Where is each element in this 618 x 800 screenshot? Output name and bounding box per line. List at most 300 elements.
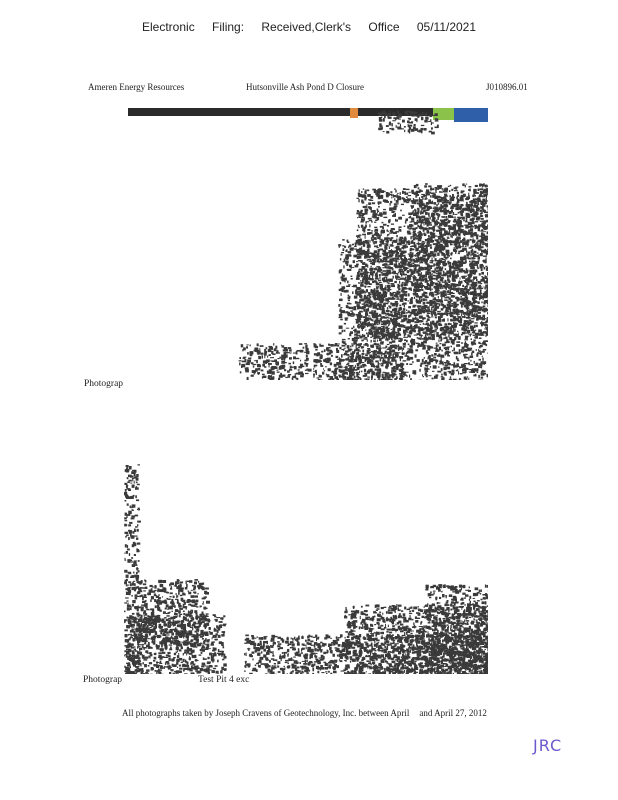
- photo-speckle: [395, 254, 397, 257]
- photo-speckle: [304, 362, 306, 364]
- photo-speckle: [446, 210, 449, 212]
- photo-speckle: [418, 301, 421, 304]
- photo-speckle: [412, 263, 414, 265]
- photo-speckle: [432, 193, 435, 195]
- photo-speckle: [431, 354, 433, 356]
- photo-speckle: [459, 314, 461, 315]
- photo-speckle: [340, 311, 342, 314]
- photo-speckle: [247, 377, 248, 380]
- photo-speckle: [243, 347, 246, 350]
- photo-speckle: [274, 359, 277, 362]
- photo-speckle: [289, 357, 292, 359]
- photo-speckle: [466, 291, 468, 293]
- photo-speckle: [374, 280, 377, 282]
- photo-speckle: [459, 283, 461, 286]
- photo-speckle: [133, 581, 135, 582]
- photo-speckle: [408, 266, 410, 267]
- photo-speckle: [345, 351, 349, 353]
- photo-speckle: [423, 298, 425, 301]
- photo-speckle: [327, 359, 329, 360]
- photo-speckle: [339, 347, 341, 349]
- photo-speckle: [392, 377, 394, 379]
- photo-speckle: [402, 348, 404, 350]
- photo-speckle: [381, 288, 384, 291]
- photo-speckle: [382, 377, 386, 379]
- photo-speckle: [472, 368, 475, 371]
- photo-speckle: [461, 246, 464, 247]
- photo-speckle: [451, 236, 452, 237]
- photo-speckle: [453, 379, 457, 380]
- photo-speckle: [341, 280, 344, 281]
- photo-speckle: [429, 324, 432, 326]
- photo-speckle: [403, 293, 405, 294]
- photo-speckle: [463, 367, 464, 368]
- photo-speckle: [486, 197, 487, 199]
- photo-speckle: [426, 191, 429, 193]
- photo-speckle: [462, 300, 464, 302]
- photo-speckle: [353, 255, 357, 258]
- photo-speckle: [136, 486, 138, 489]
- photo-speckle: [126, 575, 129, 578]
- photo-speckle: [381, 243, 384, 244]
- photo-speckle: [446, 293, 447, 296]
- photo-speckle: [376, 308, 379, 310]
- photo-speckle: [356, 287, 359, 290]
- photo-speckle: [481, 279, 483, 281]
- photo-speckle: [425, 372, 428, 375]
- photo-speckle: [386, 277, 387, 281]
- photo-speckle: [380, 333, 383, 335]
- photo-speckle: [367, 249, 369, 251]
- photo-speckle: [359, 307, 362, 309]
- photo-speckle: [434, 225, 437, 226]
- photo-speckle: [470, 228, 473, 231]
- photo-speckle: [315, 349, 317, 351]
- photo-speckle: [479, 297, 480, 300]
- photo-speckle: [358, 347, 360, 348]
- photo-speckle: [479, 236, 481, 237]
- photo-speckle: [436, 344, 439, 346]
- photo-speckle: [484, 231, 485, 232]
- photo-speckle: [344, 353, 346, 354]
- photo-speckle: [370, 337, 372, 338]
- photo-speckle: [430, 321, 431, 323]
- filing-stamp: [142, 20, 482, 34]
- photo-speckle: [407, 348, 410, 349]
- photo-speckle: [471, 200, 475, 204]
- photo-speckle: [444, 229, 446, 230]
- photo-speckle: [466, 204, 470, 207]
- photo-speckle: [264, 349, 266, 352]
- photo-speckle: [445, 205, 448, 208]
- photo-speckle: [394, 189, 396, 190]
- photo-speckle: [365, 330, 366, 331]
- photo-speckle: [486, 344, 488, 346]
- photo-speckle: [443, 208, 446, 209]
- photo-speckle: [432, 258, 433, 260]
- photo-speckle: [411, 116, 413, 117]
- photo-speckle: [463, 220, 465, 221]
- photo-speckle: [469, 186, 472, 187]
- photo-speckle: [428, 375, 431, 376]
- photo-speckle: [430, 331, 431, 334]
- filing-word-electronic: Electronic: [142, 20, 195, 34]
- photo-speckle: [447, 277, 448, 279]
- photo-speckle: [391, 194, 393, 197]
- photo-speckle: [344, 323, 346, 325]
- photo-speckle: [366, 243, 370, 244]
- photo-speckle: [406, 189, 410, 190]
- photo-speckle: [408, 242, 410, 245]
- photo-speckle: [350, 361, 354, 362]
- photo-speckle: [418, 338, 420, 339]
- photo-speckle: [343, 359, 346, 361]
- photo-speckle: [345, 372, 347, 375]
- photo-speckle: [285, 377, 287, 378]
- photo-speckle: [395, 190, 396, 193]
- photo-speckle: [462, 316, 466, 318]
- photo-speckle: [442, 267, 443, 270]
- photo-speckle: [404, 226, 406, 227]
- photo-speckle: [431, 127, 433, 129]
- photo-speckle: [402, 352, 405, 354]
- photo-speckle: [430, 244, 432, 246]
- photo-speckle: [457, 360, 459, 362]
- photo-speckle: [364, 302, 365, 304]
- photo-speckle: [381, 321, 384, 323]
- photo-speckle: [130, 608, 132, 610]
- photo-speckle: [367, 298, 370, 301]
- photo-speckle: [369, 318, 371, 320]
- photo-speckle: [487, 312, 488, 314]
- photo-speckle: [434, 348, 437, 349]
- photo-speckle: [439, 225, 440, 226]
- photo-speckle: [383, 209, 386, 210]
- photo-speckle: [339, 360, 342, 362]
- photo-speckle: [362, 234, 366, 236]
- photo-speckle: [421, 125, 424, 126]
- photo-speckle: [426, 218, 429, 220]
- photo-speckle: [364, 295, 366, 297]
- photo-speckle: [341, 252, 344, 253]
- photo-speckle: [345, 366, 348, 369]
- photo-speckle: [482, 207, 483, 209]
- photo-speckle: [479, 359, 482, 361]
- photo-speckle: [432, 330, 435, 333]
- photo-speckle: [298, 372, 301, 375]
- photo-speckle: [417, 212, 419, 215]
- photo-speckle: [440, 228, 443, 229]
- photo-speckle: [465, 276, 467, 277]
- photo1-orange-accent: [350, 108, 358, 118]
- photo-speckle: [409, 312, 411, 314]
- photo-speckle: [361, 346, 364, 348]
- photo-speckle: [484, 362, 485, 365]
- photo-speckle: [485, 309, 487, 312]
- photo-speckle: [440, 315, 442, 318]
- photo-speckle: [390, 201, 392, 203]
- photo-speckle: [440, 206, 442, 208]
- photo-speckle: [409, 375, 410, 378]
- photo-speckle: [348, 247, 349, 248]
- photo-speckle: [350, 247, 354, 249]
- photo-speckle: [125, 532, 129, 534]
- photo-speckle: [468, 274, 470, 276]
- photo-speckle: [137, 521, 141, 523]
- photo-speckle: [374, 268, 378, 270]
- photo-speckle: [355, 301, 358, 304]
- photo-speckle: [435, 329, 438, 330]
- photo-speckle: [453, 261, 456, 262]
- photo-speckle: [412, 252, 414, 255]
- photo-speckle: [420, 324, 422, 325]
- photo-speckle: [431, 270, 435, 272]
- photo-speckle: [426, 323, 429, 326]
- photo-speckle: [452, 279, 456, 282]
- photo-speckle: [459, 352, 461, 355]
- photo-speckle: [402, 269, 403, 272]
- photo-speckle: [347, 377, 349, 380]
- photo-speckle: [385, 111, 386, 114]
- photo-speckle: [472, 226, 474, 227]
- photo-speckle: [357, 272, 359, 275]
- photo-speckle: [430, 339, 433, 340]
- photo-speckle: [389, 323, 390, 325]
- photo-speckle: [434, 308, 438, 311]
- photo-speckle: [423, 341, 427, 344]
- photo-speckle: [420, 224, 422, 226]
- photo-speckle: [459, 366, 461, 368]
- photo-speckle: [486, 332, 488, 335]
- photo-speckle: [445, 352, 449, 355]
- photo-speckle: [455, 318, 457, 319]
- photo-speckle: [401, 311, 403, 314]
- photo-speckle: [386, 300, 388, 302]
- photo-speckle: [348, 251, 351, 253]
- photo-speckle: [269, 365, 270, 368]
- photo-speckle: [425, 234, 427, 235]
- photo-speckle: [297, 350, 301, 352]
- photo-speckle: [473, 283, 477, 286]
- photo-speckle: [479, 347, 481, 348]
- photo-speckle: [427, 352, 429, 354]
- photo-speckle: [472, 253, 474, 255]
- photo-speckle: [393, 194, 394, 197]
- photo-speckle: [396, 235, 398, 237]
- photo-speckle: [482, 374, 483, 376]
- photo-speckle: [388, 282, 390, 284]
- photo-speckle: [421, 363, 424, 365]
- photo-speckle: [461, 342, 463, 343]
- photo-speckle: [442, 261, 446, 263]
- photo-speckle: [348, 365, 352, 367]
- photo-speckle: [458, 224, 462, 226]
- photo-speckle: [422, 348, 426, 350]
- photo-speckle: [247, 361, 249, 364]
- photo-speckle: [343, 265, 344, 268]
- photo-speckle: [136, 567, 138, 570]
- photo-speckle: [343, 375, 344, 378]
- photo-speckle: [398, 338, 401, 340]
- photo-speckle: [368, 218, 372, 220]
- photo-speckle: [402, 350, 403, 352]
- photo-speckle: [391, 367, 394, 369]
- photo-speckle: [466, 196, 469, 198]
- photo-speckle: [426, 321, 428, 322]
- photo-speckle: [408, 125, 412, 127]
- photo-speckle: [393, 323, 395, 326]
- photo-speckle: [295, 373, 296, 376]
- photo-speckle: [459, 238, 461, 239]
- photo-speckle: [386, 131, 389, 134]
- photo-speckle: [482, 223, 485, 225]
- photo-speckle: [444, 254, 446, 257]
- photo-speckle: [378, 348, 381, 351]
- photo-speckle: [368, 272, 370, 273]
- photo-speckle: [481, 212, 483, 214]
- photo-speckle: [461, 191, 464, 193]
- photo-speckle: [372, 319, 373, 321]
- photo-speckle: [430, 232, 433, 234]
- photo-speckle: [474, 322, 477, 323]
- photo-speckle: [342, 345, 346, 347]
- photo-speckle: [385, 339, 387, 341]
- photo-speckle: [456, 370, 458, 371]
- photo-speckle: [361, 323, 363, 326]
- photo-speckle: [135, 515, 138, 517]
- photo-speckle: [401, 319, 404, 322]
- photo-speckle: [392, 242, 393, 244]
- photo-speckle: [412, 318, 416, 320]
- photo-speckle: [357, 235, 359, 238]
- photo-speckle: [445, 216, 447, 218]
- photo-speckle: [410, 246, 412, 247]
- photo-speckle: [427, 241, 429, 243]
- photo-speckle: [485, 296, 488, 298]
- photo-speckle: [124, 524, 126, 527]
- photo-speckle: [136, 668, 139, 670]
- photo-speckle: [411, 221, 415, 223]
- photo-speckle: [352, 267, 354, 268]
- photo-speckle: [418, 187, 420, 189]
- photo-speckle: [368, 315, 370, 316]
- photo-speckle: [485, 185, 488, 188]
- photo-speckle: [352, 345, 354, 347]
- photo-speckle: [370, 196, 373, 199]
- photo-speckle: [346, 286, 350, 288]
- photo-speckle: [432, 213, 436, 216]
- photo-speckle: [461, 334, 463, 336]
- photo-speckle: [342, 273, 343, 276]
- photo-speckle: [467, 348, 471, 352]
- photo-speckle: [468, 289, 470, 291]
- photo-speckle: [428, 185, 431, 187]
- photo-speckle: [396, 277, 397, 280]
- photo-speckle: [411, 342, 412, 345]
- photo-speckle: [378, 112, 380, 115]
- photo-speckle: [476, 209, 479, 211]
- photo-speckle: [413, 293, 417, 296]
- photo-speckle: [399, 370, 401, 371]
- photo-speckle: [441, 368, 443, 371]
- photo-speckle: [476, 236, 478, 239]
- photo-speckle: [448, 215, 451, 218]
- photo-speckle: [471, 364, 473, 365]
- photo-speckle: [356, 345, 357, 348]
- photo-speckle: [346, 249, 348, 250]
- photo-speckle: [376, 236, 379, 237]
- photo-speckle: [433, 188, 434, 190]
- photo-speckle: [439, 347, 441, 350]
- photo-speckle: [444, 299, 448, 301]
- photo-speckle: [258, 368, 260, 371]
- photo-speckle: [421, 246, 424, 248]
- photo-speckle: [397, 261, 399, 262]
- photo-speckle: [427, 207, 430, 209]
- photo-speckle: [341, 254, 343, 256]
- photo-speckle: [377, 234, 381, 235]
- photo-speckle: [481, 272, 484, 275]
- photo-speckle: [481, 241, 484, 243]
- photo-speckle: [453, 348, 455, 351]
- photo-speckle: [341, 354, 343, 357]
- photo-speckle: [371, 289, 373, 292]
- photo-speckle: [370, 296, 371, 298]
- photo-speckle: [368, 371, 370, 373]
- photo-speckle: [435, 208, 439, 211]
- photo-speckle: [126, 584, 128, 586]
- photo-speckle: [426, 258, 429, 261]
- photo-speckle: [416, 191, 420, 193]
- photo-speckle: [445, 188, 448, 191]
- photo-speckle: [392, 345, 395, 348]
- photo-speckle: [138, 570, 140, 572]
- photo-speckle: [413, 259, 415, 262]
- photo-speckle: [277, 358, 279, 359]
- photo-speckle: [451, 198, 453, 201]
- photo-speckle: [411, 241, 414, 244]
- photo-speckle: [422, 249, 425, 251]
- photo-speckle: [367, 348, 370, 349]
- photo-speckle: [127, 667, 130, 670]
- photo-speckle: [453, 224, 456, 227]
- photo-speckle: [348, 284, 350, 285]
- photo-speckle: [372, 202, 375, 204]
- photo-speckle: [457, 202, 459, 204]
- photo-speckle: [383, 118, 385, 122]
- photo-speckle: [437, 253, 439, 256]
- photo-speckle: [451, 189, 453, 191]
- photo-speckle: [468, 362, 470, 364]
- photo-speckle: [393, 207, 397, 210]
- photo-speckle: [447, 255, 450, 257]
- photo-speckle: [258, 356, 261, 359]
- photo-speckle: [476, 325, 478, 327]
- photo-speckle: [450, 242, 452, 245]
- photo-speckle: [422, 317, 424, 320]
- photo-speckle: [476, 279, 478, 281]
- photo-speckle: [442, 246, 446, 247]
- photo-speckle: [487, 212, 489, 214]
- photo-speckle: [352, 374, 355, 376]
- photo-speckle: [455, 276, 458, 278]
- photo-speckle: [343, 379, 346, 380]
- photo-speckle: [462, 209, 465, 211]
- photo-speckle: [486, 327, 488, 330]
- photo-speckle: [355, 319, 357, 320]
- photo-speckle: [403, 360, 407, 361]
- photo-speckle: [436, 332, 439, 335]
